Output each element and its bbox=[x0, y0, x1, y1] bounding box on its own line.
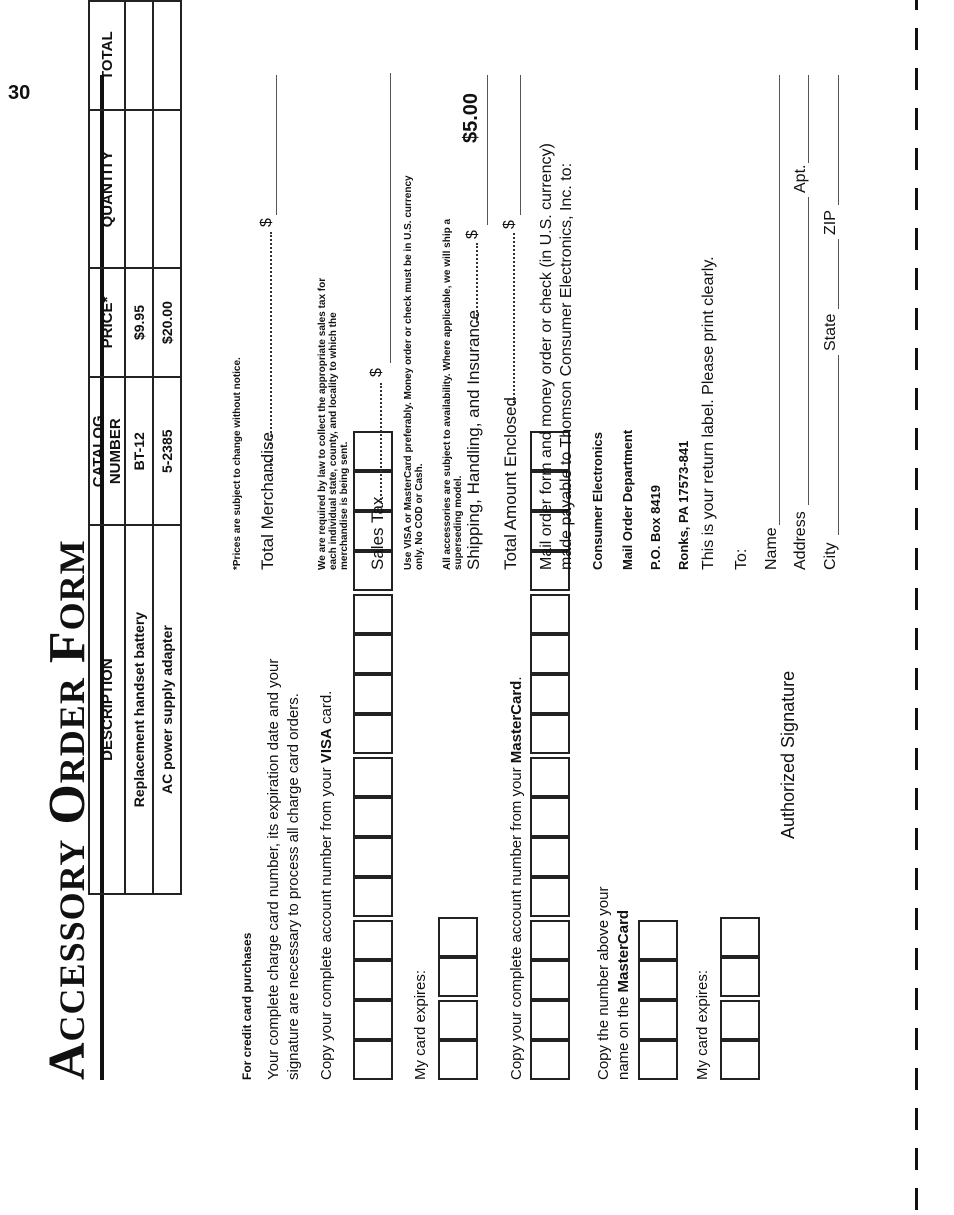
digit-box[interactable] bbox=[638, 960, 678, 1000]
copy-name-line-1: Copy the number above your bbox=[595, 886, 612, 1080]
total-enclosed-field[interactable] bbox=[520, 75, 521, 215]
digit-box[interactable] bbox=[530, 634, 570, 674]
cut-dash bbox=[915, 68, 918, 90]
payment-note: Use VISA or MasterCard preferably. Money order or check must be in U.S. currency only. No COD or Cash. bbox=[403, 175, 425, 570]
digit-box[interactable] bbox=[353, 757, 393, 797]
digit-box[interactable] bbox=[530, 960, 570, 1000]
cut-dash bbox=[915, 308, 918, 330]
cut-dash bbox=[915, 388, 918, 410]
cut-dash bbox=[915, 948, 918, 970]
state-label: State bbox=[822, 313, 839, 351]
cut-dash bbox=[915, 188, 918, 210]
digit-box[interactable] bbox=[438, 957, 478, 997]
table-row bbox=[125, 1, 153, 894]
digit-box[interactable] bbox=[353, 594, 393, 634]
dot-leader bbox=[513, 233, 515, 403]
zip-label: ZIP bbox=[822, 210, 839, 235]
digit-box[interactable] bbox=[720, 957, 760, 997]
address-line-3: P.O. Box 8419 bbox=[648, 484, 663, 570]
credit-intro-2: signature are necessary to process all charge card orders. bbox=[285, 693, 302, 1080]
cut-dash bbox=[915, 28, 918, 50]
cut-dash bbox=[915, 268, 918, 290]
city-label: City bbox=[822, 542, 839, 570]
cut-dash bbox=[915, 1188, 918, 1210]
digit-box[interactable] bbox=[720, 917, 760, 957]
shipping-amount: $5.00 bbox=[460, 92, 482, 143]
digit-box[interactable] bbox=[530, 757, 570, 797]
credit-intro-1: Your complete charge card number, its expiration date and your bbox=[265, 658, 282, 1080]
dollar-sign: $ bbox=[368, 368, 385, 377]
sales-tax-label: Sales Tax bbox=[368, 496, 387, 570]
order-table bbox=[88, 0, 182, 895]
dot-leader bbox=[380, 383, 382, 503]
digit-box[interactable] bbox=[530, 594, 570, 634]
address-label: Address bbox=[792, 511, 809, 570]
address-field[interactable] bbox=[808, 197, 809, 505]
col-header-quantity: QUANTITY bbox=[89, 110, 125, 267]
cut-dash bbox=[915, 468, 918, 490]
cell-catalog: 5-2385 bbox=[153, 377, 181, 525]
total-merchandise-field[interactable] bbox=[276, 75, 277, 215]
digit-box[interactable] bbox=[353, 877, 393, 917]
address-line-2: Mail Order Department bbox=[620, 429, 635, 570]
name-label: Name bbox=[763, 527, 780, 570]
total-enclosed-label: Total Amount Enclosed bbox=[501, 397, 520, 570]
cut-dash bbox=[915, 748, 918, 770]
digit-box[interactable] bbox=[530, 1040, 570, 1080]
digit-box[interactable] bbox=[353, 797, 393, 837]
total-merchandise-label: Total Merchandise bbox=[258, 432, 277, 570]
dot-leader bbox=[476, 243, 478, 323]
dot-leader bbox=[270, 232, 272, 472]
digit-box[interactable] bbox=[720, 1000, 760, 1040]
mastercard-expires-label: My card expires: bbox=[694, 969, 711, 1080]
digit-box[interactable] bbox=[353, 634, 393, 674]
return-label-note: This is your return label. Please print clearly. bbox=[700, 256, 717, 570]
cut-dash bbox=[915, 828, 918, 850]
digit-box[interactable] bbox=[438, 1040, 478, 1080]
digit-box[interactable] bbox=[353, 837, 393, 877]
address-line-4: Ronks, PA 17573-841 bbox=[676, 440, 691, 570]
cut-dash bbox=[915, 988, 918, 1010]
digit-box[interactable] bbox=[530, 920, 570, 960]
cut-dash bbox=[915, 1028, 918, 1050]
state-field[interactable] bbox=[838, 239, 839, 309]
visa-instruction: Copy your complete account number from your VISA card. bbox=[318, 690, 335, 1080]
cut-dash bbox=[915, 508, 918, 530]
digit-box[interactable] bbox=[530, 1000, 570, 1040]
digit-box[interactable] bbox=[530, 877, 570, 917]
cell-quantity-input[interactable] bbox=[125, 110, 153, 267]
zip-field[interactable] bbox=[838, 75, 839, 205]
shipping-field bbox=[487, 75, 488, 225]
sales-tax-field[interactable] bbox=[390, 73, 391, 363]
cell-price: $9.95 bbox=[125, 268, 153, 378]
cut-dash bbox=[915, 628, 918, 650]
digit-box[interactable] bbox=[530, 797, 570, 837]
digit-box[interactable] bbox=[353, 960, 393, 1000]
cut-dash bbox=[915, 1148, 918, 1170]
apt-label: Apt. bbox=[792, 164, 809, 193]
cell-description: Replacement handset battery bbox=[125, 525, 153, 894]
digit-box[interactable] bbox=[353, 431, 393, 471]
digit-box[interactable] bbox=[638, 1040, 678, 1080]
col-header-price: PRICE* bbox=[89, 268, 125, 378]
digit-box[interactable] bbox=[530, 837, 570, 877]
col-header-total: TOTAL bbox=[89, 1, 125, 110]
digit-box[interactable] bbox=[353, 1000, 393, 1040]
cut-dash bbox=[915, 668, 918, 690]
cut-dash bbox=[915, 908, 918, 930]
cut-dash bbox=[915, 0, 918, 10]
digit-box[interactable] bbox=[353, 1040, 393, 1080]
page-number: 30 bbox=[8, 82, 31, 104]
digit-box[interactable] bbox=[638, 920, 678, 960]
dollar-sign: $ bbox=[464, 230, 481, 239]
to-label: To: bbox=[733, 548, 750, 570]
cut-dash bbox=[915, 148, 918, 170]
cell-description: AC power supply adapter bbox=[153, 525, 181, 894]
cut-dash bbox=[915, 428, 918, 450]
cut-dash bbox=[915, 548, 918, 570]
cut-dash bbox=[915, 588, 918, 610]
shipping-label: Shipping, Handling, and Insurance bbox=[464, 310, 483, 570]
col-header-description: DESCRIPTION bbox=[89, 525, 125, 894]
digit-box[interactable] bbox=[353, 714, 393, 754]
price-note: *Prices are subject to change without notice. bbox=[232, 357, 243, 570]
cell-total-input[interactable] bbox=[153, 1, 181, 110]
cell-catalog: BT-12 bbox=[125, 377, 153, 525]
cell-quantity-input[interactable] bbox=[153, 110, 181, 267]
tax-note: We are required by law to collect the appropriate sales tax for each individual state, county, and locality to which the merchandise is being sent. bbox=[317, 277, 350, 570]
cut-dash bbox=[915, 348, 918, 370]
copy-name-line-2: name on the MasterCard bbox=[615, 909, 632, 1080]
mail-instruction-2: made payable to Thomson Consumer Electronics, Inc. to: bbox=[558, 162, 575, 570]
availability-note: All accessories are subject to availability. Where applicable, we will ship a superseding model. bbox=[442, 218, 464, 570]
credit-heading: For credit card purchases bbox=[240, 932, 254, 1080]
page-title: ACCESSORY ORDER FORM bbox=[39, 539, 96, 1080]
digit-box[interactable] bbox=[353, 920, 393, 960]
cut-dash bbox=[915, 108, 918, 130]
cut-dash bbox=[915, 868, 918, 890]
city-field[interactable] bbox=[838, 355, 839, 535]
apt-field[interactable] bbox=[808, 75, 809, 163]
digit-box[interactable] bbox=[530, 674, 570, 714]
cell-price: $20.00 bbox=[153, 268, 181, 378]
cut-dash bbox=[915, 788, 918, 810]
cell-total-input[interactable] bbox=[125, 1, 153, 110]
authorized-signature-label: Authorized Signature bbox=[778, 670, 798, 839]
col-header-catalog: CATALOG NUMBER bbox=[89, 377, 125, 525]
mastercard-instruction: Copy your complete account number from your MasterCard. bbox=[508, 676, 525, 1080]
dollar-sign: $ bbox=[501, 220, 518, 229]
digit-box[interactable] bbox=[530, 714, 570, 754]
address-line-1: Consumer Electronics bbox=[590, 432, 605, 570]
digit-box[interactable] bbox=[438, 917, 478, 957]
cut-dash bbox=[915, 708, 918, 730]
visa-expires-label: My card expires: bbox=[412, 969, 429, 1080]
digit-box[interactable] bbox=[438, 1000, 478, 1040]
dollar-sign: $ bbox=[258, 218, 275, 227]
cut-dash bbox=[915, 1068, 918, 1090]
mail-instruction-1: Mail order form and money order or check (in U.S. currency) bbox=[538, 143, 555, 570]
name-field[interactable] bbox=[779, 75, 780, 525]
digit-box[interactable] bbox=[638, 1000, 678, 1040]
cut-dash bbox=[915, 1108, 918, 1130]
cut-dash bbox=[915, 228, 918, 250]
table-row bbox=[153, 1, 181, 894]
digit-box[interactable] bbox=[353, 674, 393, 714]
digit-box[interactable] bbox=[720, 1040, 760, 1080]
